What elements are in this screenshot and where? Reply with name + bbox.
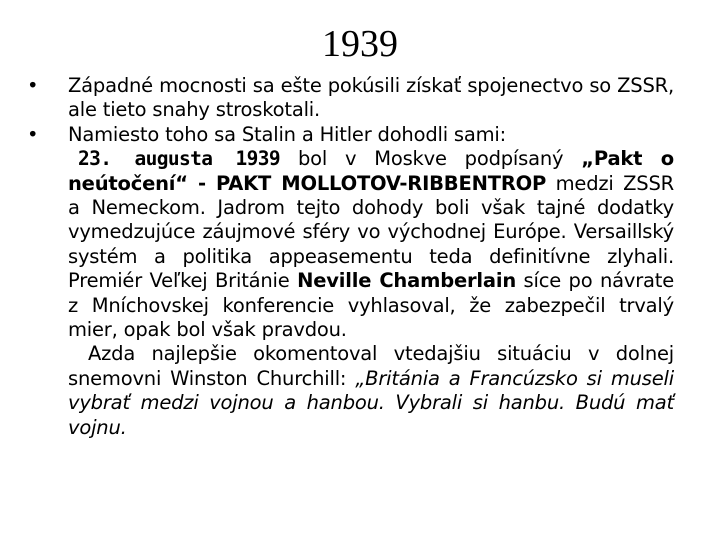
slide-title: 1939 bbox=[322, 23, 398, 65]
bullet-text: Západné mocnosti sa ešte pokúsili získať spojenectvo so ZSSR, ale tieto snahy stroskotali. bbox=[68, 74, 674, 122]
paragraph-churchill bbox=[68, 342, 674, 440]
slide-body bbox=[26, 74, 674, 440]
pakt-text-1: bol v Moskve podpísaný bbox=[280, 147, 582, 171]
bullet-item bbox=[26, 123, 674, 147]
churchill-quote: „Británia a Francúzsko si museli vybrať medzi vojnou a hanbou. Vybrali si hanbu. Budú mať vojnu. bbox=[68, 366, 674, 439]
pakt-name: „Pakt o neútočení“ - PAKT MOLLOTOV-RIBBENTROP bbox=[68, 147, 674, 195]
bullet-text: Namiesto toho sa Stalin a Hitler dohodli sami: bbox=[68, 122, 507, 146]
pakt-date: 23. augusta 1939 bbox=[78, 147, 281, 171]
bullet-icon: • bbox=[27, 74, 39, 97]
pakt-text-3: síce po návrate z Mníchovskej konferencie vyhlasoval, že zabezpečil trvalý mier, opak bol však pravdou. bbox=[68, 269, 674, 342]
churchill-text: Azda najlepšie okomentoval vtedajšiu situáciu v dolnej snemovni Winston Churchill: bbox=[68, 342, 674, 390]
pakt-text-2: medzi ZSSR a Nemeckom. Jadrom tejto dohody boli však tajné dodatky vymedzujúce záujmové sféry vo východnej Európe. Versaillský systém a politika appeasementu teda definitívne zlyhali. Premiér Veľkej Británie bbox=[68, 171, 674, 293]
bullet-icon: • bbox=[27, 122, 39, 146]
bullet-item bbox=[26, 74, 674, 123]
chamberlain-name: Neville Chamberlain bbox=[297, 269, 517, 293]
paragraph-pakt bbox=[68, 147, 674, 342]
